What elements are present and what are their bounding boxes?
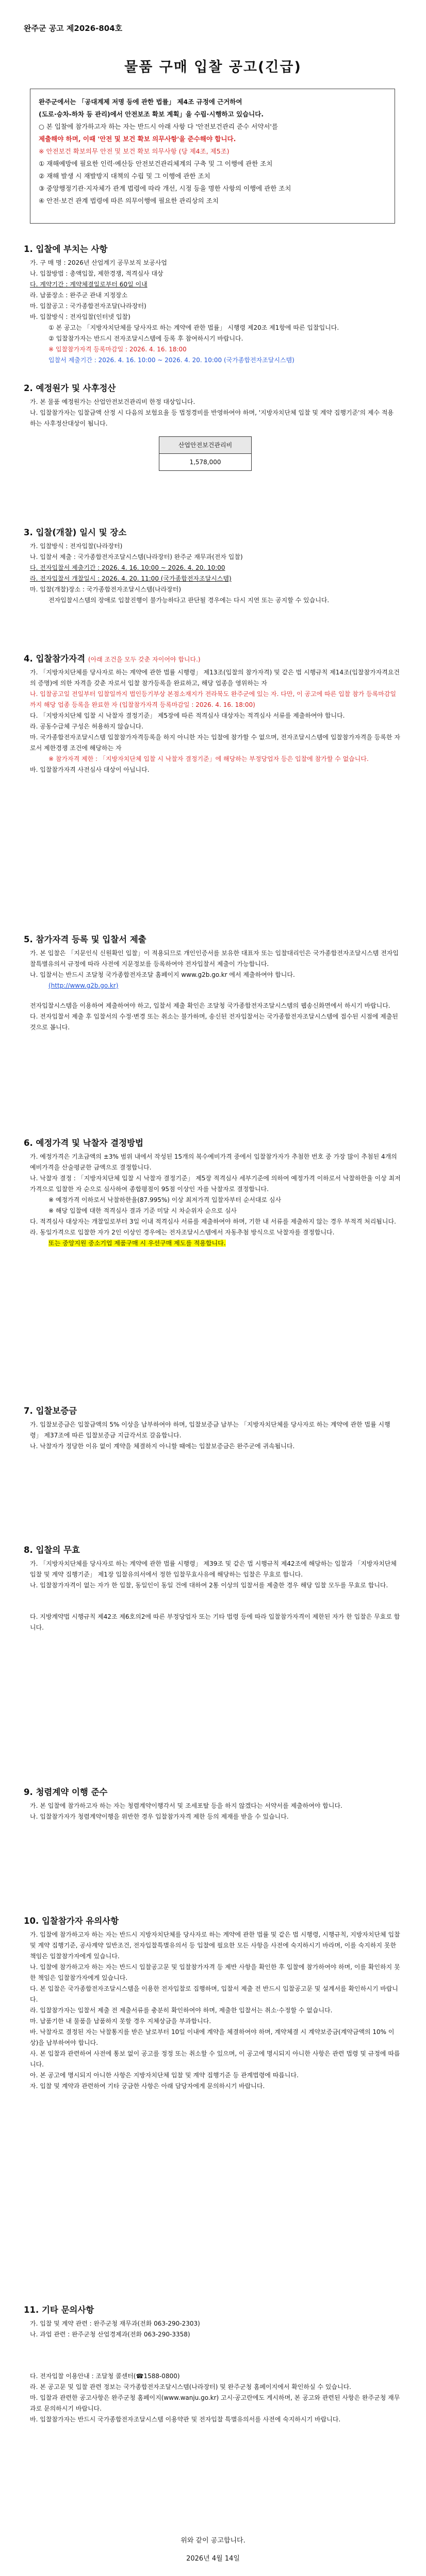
intro-line: ② 재해 발생 시 재발방지 대책의 수립 및 그 이행에 관한 조치 [39, 172, 210, 180]
section-7-line: 가. 입찰보증금은 입찰금액의 5% 이상을 납부하여야 하며, 입찰보증금 납부는 「지방자치단체를 당사자로 하는 계약에 관한 법률 시행령」 제37조에 따른 입찰보증금 지급각서로 갈음합니다. [30, 1421, 390, 1439]
section-3-line: 마. 입찰(개찰)장소 : 국가종합전자조달시스템(나라장터) [30, 586, 182, 593]
intro-line: ④ 안전·보건 관계 법령에 따른 의무이행에 필요한 관리상의 조치 [39, 197, 219, 205]
section-1-note: ② 입찰참가자는 반드시 전자조달시스템에 등록 후 참여하시기 바랍니다. [48, 335, 243, 342]
section-2-body [30, 397, 401, 471]
section-8-line: 나. 입찰참가자격이 없는 자가 한 입찰, 동일인이 동일 건에 대하여 2통 이상의 입찰서를 제출한 경우 해당 입찰 모두를 무효로 합니다. [30, 1582, 388, 1589]
section-4-line: 가. 「지방자치단체를 당사자로 하는 계약에 관한 법률 시행령」 제13조(입찰의 참가자격) 및 같은 법 시행규칙 제14조(입찰참가자격요건의 증명)에 의한 자격을 갖춘 자로서 입찰 참가등록을 완료하고, 해당 업종을 영위하는 자 [30, 669, 400, 687]
section-2-line: 나. 입찰참가자는 입찰금액 산정 시 다음의 보험요율 등 법정경비를 반영하여야 하며, '지방자치단체 입찰 및 계약 집행기준'의 제수 적용 하는 사후정산대상이 됩니다. [30, 409, 394, 427]
section-4-line: 라. 공동수급체 구성은 허용하지 않습니다. [30, 723, 143, 730]
section-9-heading: 9. 청렴계약 이행 준수 [24, 1787, 108, 1797]
section-3-line: 나. 입찰서 제출 : 국가종합전자조달시스템(나라장터) 완주군 재무과(전자 입찰) [30, 553, 243, 561]
section-1-line: 라. 납품장소 : 완주군 관내 지정장소 [30, 292, 128, 299]
section-8-para: 다. 지방계약법 시행규칙 제42조 제6호의2에 따른 부정당업자 또는 기타 법령 등에 따라 입찰참가자격이 제한된 자가 한 입찰은 무효로 합니다. [30, 1613, 400, 1631]
section-5-heading: 5. 참가자격 등록 및 입찰서 제출 [24, 935, 146, 944]
section-6-line: 나. 낙찰자 결정 : 「지방자치단체 입찰 시 낙찰자 결정기준」 제5장 적격심사 세부기준에 의하여 예정가격 이하로서 낙찰하한율 이상 최저가격으로 입찰한 자 순으로 심사하여 종합평점이 95점 이상인 자를 낙찰자로 결정합니다. [30, 1175, 401, 1193]
section-8-line: 가. 「지방자치단체를 당사자로 하는 계약에 관한 법률 시행령」 제39조 및 같은 법 시행규칙 제42조에 해당하는 입찰과 「지방자치단체 입찰 및 계약 집행기준」 제1장 입찰유의서에서 정한 입찰무효사유에 해당하는 입찰은 무효로 합니다. [30, 1560, 397, 1578]
section-10-line: 라. 입찰참가자는 입찰서 제출 전 제출서류를 충분히 확인하여야 하며, 제출한 입찰서는 취소·수정할 수 없습니다. [30, 2007, 333, 2014]
section-4-heading-note: (아래 조건을 모두 갖춘 자이어야 합니다.) [88, 656, 201, 663]
section-9-body [30, 1801, 401, 1822]
section-8-heading: 8. 입찰의 무효 [24, 1545, 80, 1555]
intro-line: ③ 중앙행정기관·지자체가 관계 법령에 따라 개선, 시정 등을 명한 사항의 이행에 관한 조치 [39, 184, 291, 192]
section-10-line: 자. 입찰 및 계약과 관련하여 기타 궁금한 사항은 아래 담당자에게 문의하시기 바랍니다. [30, 2082, 265, 2090]
section-1-highlight: ※ 입찰참가자격 등록마감일 : 2026. 4. 16. 18:00 [48, 346, 187, 353]
intro-box [30, 89, 395, 224]
section-2-heading: 2. 예정원가 및 사후정산 [24, 383, 116, 393]
section-1-line: 가. 구 매 명 : 2026년 산업계기 공무보직 보공사업 [30, 259, 167, 266]
section-11-line: 나. 과업 관련 : 완주군청 산업경제과(전화 063-290-3358) [30, 2331, 190, 2338]
section-1-heading: 1. 입찰에 부치는 사항 [24, 244, 108, 254]
section-6-heading: 6. 예정가격 및 낙찰자 결정방법 [24, 1138, 143, 1148]
section-1-line: 바. 입찰방식 : 전자입찰(인터넷 입찰) [30, 313, 130, 320]
section-10-line: 바. 낙찰자로 결정된 자는 낙찰통지를 받은 날로부터 10일 이내에 계약을 체결하여야 하며, 계약체결 시 계약보증금(계약금액의 10% 이상)을 납부하여야 합니다. [30, 2028, 395, 2046]
section-2-line: 가. 본 물품 예정원가는 산업안전보건관리비 한정 대상입니다. [30, 398, 195, 405]
section-11-para: 라. 본 공고문 및 입찰 관련 정보는 국가종합전자조달시스템(나라장터) 및 완주군청 홈페이지에서 확인하실 수 있습니다. [30, 2383, 352, 2391]
cost-table-header: 산업안전보건관리비 [159, 437, 252, 454]
intro-line: ※ 안전보건 확보의무 안전 및 보건 확보 의무사항 (당 제4조, 제5조) [39, 147, 230, 155]
section-1-line: 마. 입찰공고 : 국가종합전자조달(나라장터) [30, 302, 146, 310]
section-3-note: 전자입찰시스템의 장애로 입찰진행이 불가능하다고 판단될 경우에는 다시 지연 또는 공지할 수 있습니다. [48, 597, 330, 604]
section-11-para: 마. 입찰과 관련한 공고사항은 완주군청 홈페이지(www.wanju.go.kr) 고시·공고란에도 게시하며, 본 공고와 관련된 사항은 완주군청 재무과로 문의하시기 바랍니다. [30, 2394, 400, 2412]
section-1-period: 입찰서 제출기간 : 2026. 4. 16. 10:00 ~ 2026. 4. 20. 10:00 (국가종합전자조달시스템) [48, 357, 294, 364]
section-1-line: 나. 입찰방법 : 총액입찰, 제한경쟁, 적격심사 대상 [30, 270, 163, 277]
section-10-line: 마. 납품기한 내 물품을 납품하지 못할 경우 지체상금을 부과합니다. [30, 2018, 211, 2025]
section-1-line: 다. 계약기간 : 계약체결일로부터 60일 이내 [30, 281, 148, 288]
section-6-body [30, 1151, 401, 1249]
section-11-para: 다. 전자입찰 이용안내 : 조달청 콜센터(☎1588-0800) [30, 2372, 180, 2380]
section-5-line: 나. 입찰서는 반드시 조달청 국가종합전자조달 홈페이지 www.g2b.go.kr 에서 제출하여야 합니다. [30, 971, 295, 978]
section-11-body [30, 2318, 401, 2425]
section-6-line: 가. 예정가격은 기초금액의 ±3% 범위 내에서 작성된 15개의 복수예비가격 중에서 입찰참가자가 추첨한 번호 중 가장 많이 추첨된 4개의 예비가격을 산술평균한 금액으로 결정합니다. [30, 1153, 397, 1171]
section-11-heading: 11. 기타 문의사항 [24, 2305, 94, 2315]
section-4-warn: ※ 참가자격 제한 : 「지방자치단체 입찰 시 낙찰자 결정기준」에 해당하는 부정당업자 등은 입찰에 참가할 수 없습니다. [48, 755, 369, 762]
closing-date: 2026년 4월 14일 [186, 2555, 240, 2563]
section-6-sub: ※ 해당 입찰에 대한 적격심사 결과 기준 미달 시 차순위자 순으로 심사 [48, 1207, 237, 1214]
section-5-para: 전자입찰시스템을 이용하여 제출하여야 하고, 입찰서 제출 확인은 조달청 국가종합전자조달시스템의 웹송신화면에서 하시기 바랍니다. [30, 1002, 390, 1009]
section-11-line: 가. 입찰 및 계약 관련 : 완주군청 재무과(전화 063-290-2303) [30, 2320, 200, 2327]
section-9-line: 가. 본 입찰에 참가하고자 하는 자는 청렴계약이행각서 및 조세포탈 등을 하지 않겠다는 서약서를 제출하여야 합니다. [30, 1802, 342, 1809]
section-10-line: 가. 입찰에 참가하고자 하는 자는 반드시 지방자치단체를 당사자로 하는 계약에 관한 법률 및 같은 법 시행령, 시행규칙, 지방자치단체 입찰 및 계약 집행기준, 공사계약 일반조건, 전자입찰특별유의서 등 입찰에 필요한 모든 사항을 사전에 숙지하시기 바라며, 이를 숙지하지 못한 책임은 입찰참가자에게 있습니다. [30, 1931, 400, 1960]
section-7-heading: 7. 입찰보증금 [24, 1406, 77, 1416]
section-3-line: 가. 입찰방식 : 전자입찰(나라장터) [30, 543, 123, 550]
section-6-line: 다. 적격심사 대상자는 개찰일로부터 3일 이내 적격심사 서류를 제출하여야 하며, 기한 내 서류를 제출하지 않는 경우 부적격 처리됩니다. [30, 1218, 396, 1225]
section-5-line: 가. 본 입찰은 「지문인식 신원확인 입찰」이 적용되므로 개인인증서를 보유한 대표자 또는 입찰대리인은 국가종합전자조달시스템 전자입찰특별유의서 규정에 따라 사전에 지문정보를 등록하여야 전자입찰서 제출이 가능합니다. [30, 950, 399, 968]
section-4-extra: 바. 입찰참가자격 사전심사 대상이 아닙니다. [30, 766, 150, 773]
cost-table [159, 436, 252, 471]
section-7-body [30, 1419, 401, 1452]
section-11-para: 바. 입찰참가자는 반드시 국가종합전자조달시스템 이용약관 및 전자입찰 특별유의서를 사전에 숙지하시기 바랍니다. [30, 2416, 341, 2423]
section-4-line: 다. 「지방자치단체 입찰 시 낙찰자 결정기준」 제5장에 따른 적격심사 대상자는 적격심사 서류를 제출하여야 합니다. [30, 712, 345, 719]
intro-line: ① 재해예방에 필요한 인력·예산등 안전보건관리체계의 구축 및 그 이행에 관한 조치 [39, 160, 273, 167]
cost-table-value: 1,578,000 [159, 454, 252, 471]
section-7-line: 나. 낙찰자가 정당한 이유 없이 계약을 체결하지 아니할 때에는 입찰보증금은 완주군에 귀속됩니다. [30, 1443, 295, 1450]
section-9-line: 나. 입찰참가자가 청렴계약이행을 위반한 경우 입찰참가자격 제한 등의 제재를 받을 수 있습니다. [30, 1813, 289, 1820]
notice-number: 완주군 공고 제2026-804호 [24, 24, 123, 33]
section-1-body [30, 258, 401, 366]
page-title: 물품 구매 입찰 공고(긴급) [124, 59, 302, 75]
section-4-title: 4. 입찰참가자격 [24, 654, 86, 664]
section-10-heading: 10. 입찰참가자 유의사항 [24, 1916, 119, 1926]
section-8-body [30, 1558, 401, 1633]
section-4-heading [24, 652, 201, 664]
section-3-body [30, 541, 401, 606]
section-5-para: 다. 전자입찰서 제출 후 입찰서의 수정·변경 또는 취소는 불가하며, 송신된 전자입찰서는 국가종합전자조달시스템에 접수된 시점에 제출된 것으로 봅니다. [30, 1013, 399, 1031]
intro-line: 제출해야 하며, 이때 '안전 및 보건 확보 의무사항'을 준수해야 합니다. [39, 135, 236, 143]
section-4-line: 마. 국가종합전자조달시스템 입찰참가자격등록을 하지 아니한 자는 입찰에 참가할 수 없으며, 전자조달시스템에 입찰참가자격을 등록한 자로서 제한경쟁 조건에 해당하는 자 [30, 734, 400, 752]
section-1-note: ① 본 공고는 「지방자치단체를 당사자로 하는 계약에 관한 법률」 시행령 제20조 제1항에 따른 입찰입니다. [48, 324, 339, 331]
section-4-line: 나. 입찰공고일 전일부터 입찰일까지 법인등기부상 본점소재지가 전라북도 완주군에 있는 자. 다만, 이 공고에 따른 입찰 참가 등록마감일까지 해당 업종 등록을 완료한 자 (입찰참가자격 등록마감일 : 2026. 4. 16. 18:00) [30, 690, 397, 708]
section-4-body [30, 667, 401, 775]
section-3-line: 다. 전자입찰서 제출기간 : 2026. 4. 16. 10:00 ~ 2026. 4. 20. 10:00 [30, 564, 225, 571]
section-6-highlight: 또는 중앙지원 중소기업 제품구매 시 우선구매 제도를 적용합니다. [48, 1240, 226, 1247]
section-10-line: 아. 본 공고에 명시되지 아니한 사항은 지방자치단체 입찰 및 계약 집행기준 등 관계법령에 따릅니다. [30, 2072, 299, 2079]
section-10-line: 나. 입찰에 참가하고자 하는 자는 반드시 입찰공고문 및 입찰참가자격 등 제반 사항을 확인한 후 입찰에 참가하여야 하며, 이를 확인하지 못한 책임은 입찰참가자에게 있습니다. [30, 1963, 400, 1981]
section-3-heading: 3. 입찰(개찰) 일시 및 장소 [24, 528, 127, 537]
section-10-line: 다. 본 입찰은 국가종합전자조달시스템을 이용한 전자입찰로 집행하며, 입찰서 제출 전 반드시 입찰공고문 및 설계서를 확인하시기 바랍니다. [30, 1985, 399, 2003]
section-5-body [30, 948, 401, 1033]
g2b-link[interactable]: (http://www.g2b.go.kr) [48, 982, 119, 989]
section-6-sub: ※ 예정가격 이하로서 낙찰하한율(87.995%) 이상 최저가격 입찰자부터 순서대로 심사 [48, 1196, 282, 1204]
section-10-line: 사. 본 입찰과 관련하여 사전에 통보 없이 공고를 정정 또는 취소할 수 있으며, 이 공고에 명시되지 아니한 사항은 관련 법령 및 규정에 따릅니다. [30, 2050, 400, 2068]
section-3-line: 라. 전자입찰서 개찰일시 : 2026. 4. 20. 11:00 (국가종합전자조달시스템) [30, 575, 232, 582]
intro-line: ○ 본 입찰에 참가하고자 하는 자는 반드시 아래 사항 다 '안전보건관리 준수 서약서'를 [39, 123, 278, 130]
closing-text: 위와 같이 공고합니다. [181, 2537, 245, 2545]
section-6-line: 라. 동일가격으로 입찰한 자가 2인 이상인 경우에는 전자조달시스템에서 자동추첨 방식으로 낙찰자를 결정합니다. [30, 1229, 335, 1236]
intro-line: 완주군에서는 「공대계제 저명 등에 관한 법률」 제4조 규정에 근거하여 [39, 98, 242, 106]
section-10-body [30, 1929, 401, 2092]
intro-line: (도로·승차-하차 등 관리)에서 안전보조 확보 계획」을 수립·시행하고 있습니다. [39, 110, 264, 118]
